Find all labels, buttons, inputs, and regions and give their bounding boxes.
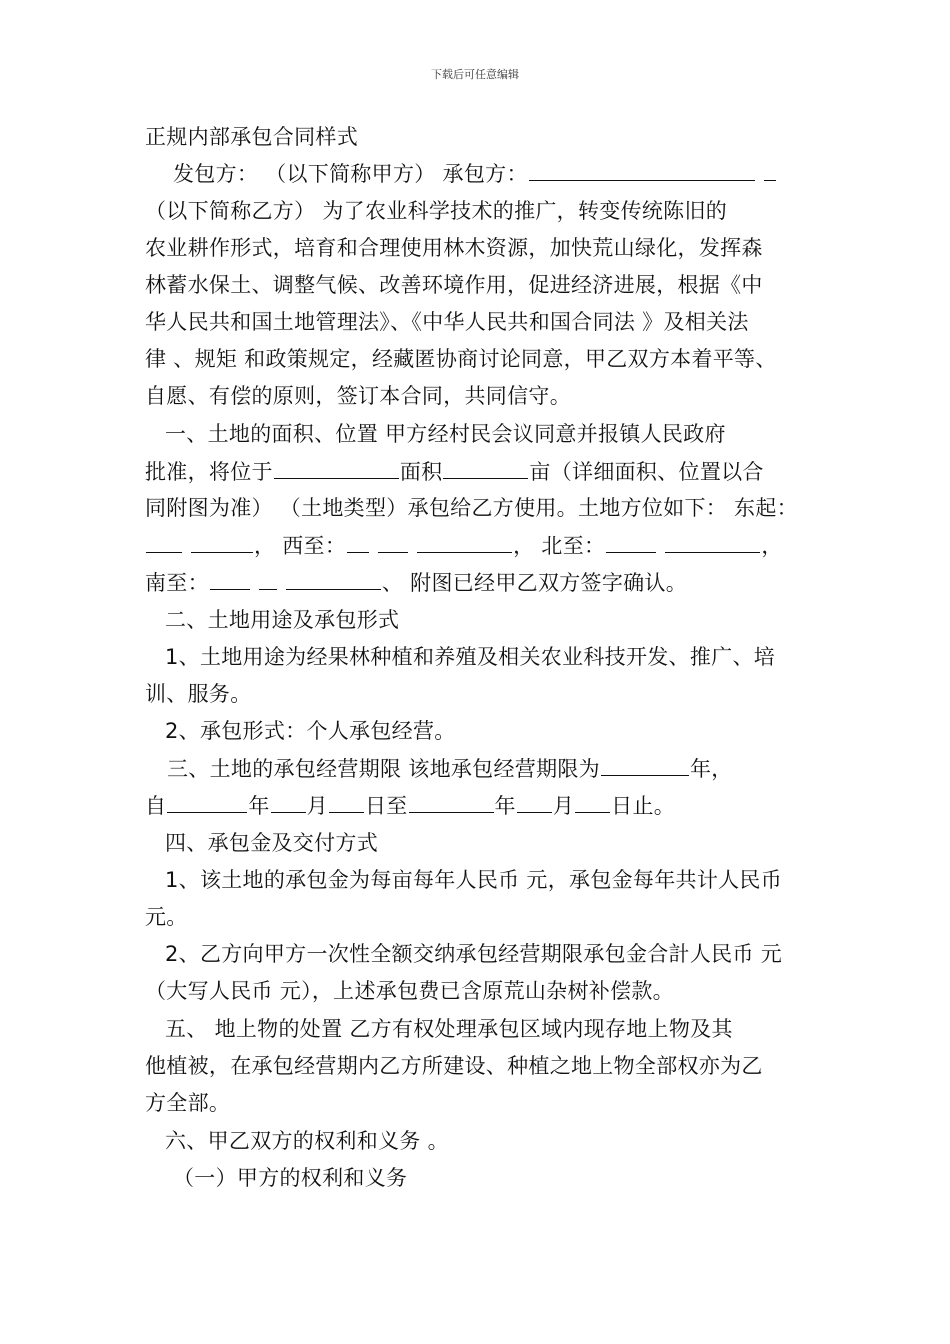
blank-fill-line xyxy=(347,532,369,553)
line-text: 方全部。 xyxy=(145,1091,231,1115)
blank-fill-line xyxy=(606,532,656,553)
line-text: 面积 xyxy=(399,460,443,484)
line-text xyxy=(370,534,377,558)
line-text: ， 西至： xyxy=(253,534,347,558)
paragraph-line xyxy=(165,830,835,856)
blank-fill-line xyxy=(146,532,182,553)
line-text: ， 北至： xyxy=(513,534,606,558)
paragraph-line xyxy=(165,718,835,744)
paragraph-line xyxy=(145,309,815,335)
paragraph-line xyxy=(173,1165,843,1191)
paragraph-line xyxy=(145,532,815,559)
blank-fill-line xyxy=(259,569,277,590)
line-text: 自愿、有偿的原则，签订本合同，共同信守。 xyxy=(145,384,571,408)
paragraph-line xyxy=(145,1090,815,1116)
blank-fill-line xyxy=(517,792,552,813)
paragraph-line xyxy=(145,569,815,596)
paragraph-line xyxy=(165,1016,835,1042)
paragraph-line xyxy=(145,383,815,409)
page-header: 下载后可任意编辑 xyxy=(431,68,519,81)
line-text: 元。 xyxy=(145,905,188,929)
blank-fill-line xyxy=(274,458,399,479)
line-text xyxy=(756,162,763,186)
blank-fill-line xyxy=(329,792,364,813)
blank-fill-line xyxy=(378,532,408,553)
paragraph-line xyxy=(145,235,815,261)
line-text: 发包方： （以下简称甲方） 承包方： xyxy=(173,162,528,186)
line-text: 1、土地用途为经果林种植和养殖及相关农业科技开发、推广、培 xyxy=(165,645,776,669)
line-text: ， xyxy=(761,534,783,558)
blank-fill-line xyxy=(286,569,381,590)
line-text: 华人民共和国土地管理法》、《中华人民共和国合同法 》及相关法 xyxy=(145,310,749,334)
line-text: 五、 地上物的处置 乙方有权处理承包区域内现存地上物及其 xyxy=(165,1017,733,1041)
line-text: 同附图为准） （土地类型）承包给乙方使用。土地方位如下： 东起： xyxy=(145,496,798,520)
blank-fill-line xyxy=(665,532,760,553)
line-text: 六、甲乙双方的权利和义务 。 xyxy=(165,1129,449,1153)
line-text: （一）甲方的权利和义务 xyxy=(173,1166,408,1190)
line-text: 、 附图已经甲乙双方签字确认。 xyxy=(381,571,688,595)
paragraph-line xyxy=(173,160,843,187)
line-text: 日止。 xyxy=(611,794,676,818)
line-text: 他植被，在承包经营期内乙方所建设、种植之地上物全部权亦为乙 xyxy=(145,1054,763,1078)
line-text: 亩（详细面积、位置以合 xyxy=(529,460,764,484)
line-text: 2、承包形式：个人承包经营。 xyxy=(165,719,456,743)
blank-fill-line xyxy=(191,532,253,553)
blank-fill-line xyxy=(210,569,250,590)
line-text: 林蓄水保土、调整气候、改善环境作用，促进经济进展，根据《中 xyxy=(145,273,763,297)
line-text: 二、土地用途及承包形式 xyxy=(165,608,400,632)
line-text: 2、乙方向甲方一次性全额交纳承包经营期限承包金合計人民币 元 xyxy=(165,942,783,966)
line-text: 日至 xyxy=(364,794,408,818)
blank-fill-line xyxy=(443,458,528,479)
paragraph-line xyxy=(145,681,815,707)
line-text: （以下简称乙方） 为了农业科学技术的推广，转变传统陈旧的 xyxy=(145,199,728,223)
paragraph-line xyxy=(145,792,815,819)
blank-fill-line xyxy=(764,160,776,181)
blank-fill-line xyxy=(409,792,494,813)
paragraph-line xyxy=(145,198,815,224)
line-text: 1、该土地的承包金为每亩每年人民币 元，承包金每年共计人民币 xyxy=(165,868,783,892)
paragraph-line xyxy=(165,1128,835,1154)
blank-fill-line xyxy=(601,755,689,776)
paragraph-line xyxy=(145,978,815,1004)
paragraph-line xyxy=(165,607,835,633)
line-text: 农业耕作形式，培育和合理使用林木资源，加快荒山绿化，发挥森 xyxy=(145,236,763,260)
line-text: 南至： xyxy=(145,571,209,595)
line-text: 训、服务。 xyxy=(145,682,252,706)
paragraph-line xyxy=(145,495,815,521)
line-text: 月 xyxy=(552,794,575,818)
paragraph-line xyxy=(145,272,815,298)
blank-fill-line xyxy=(529,160,755,181)
line-text: 一、土地的面积、位置 甲方经村民会议同意并报镇人民政府 xyxy=(165,422,726,446)
blank-fill-line xyxy=(575,792,610,813)
line-text xyxy=(251,571,258,595)
line-text xyxy=(657,534,664,558)
paragraph-line xyxy=(145,458,815,485)
line-text: 三、土地的承包经营期限 该地承包经营期限为 xyxy=(167,757,600,781)
line-text: 年 xyxy=(494,794,516,818)
document-title: 正规内部承包合同样式 xyxy=(145,125,358,149)
line-text: （大写人民币 元），上述承包费已含原荒山杂树补偿款。 xyxy=(145,979,674,1003)
line-text: 年 xyxy=(248,794,270,818)
paragraph-line xyxy=(145,904,815,930)
paragraph-line xyxy=(145,1053,815,1079)
line-text xyxy=(183,534,190,558)
line-text: 月 xyxy=(306,794,328,818)
blank-fill-line xyxy=(167,792,247,813)
blank-fill-line xyxy=(271,792,306,813)
line-text xyxy=(409,534,416,558)
line-text xyxy=(278,571,285,595)
paragraph-line xyxy=(165,644,835,670)
blank-fill-line xyxy=(417,532,512,553)
paragraph-line xyxy=(165,941,835,967)
paragraph-line xyxy=(167,755,837,782)
line-text: 年， xyxy=(689,757,733,781)
paragraph-line xyxy=(165,421,835,447)
line-text: 律 、规矩 和政策规定，经藏匿协商讨论同意，甲乙双方本着平等、 xyxy=(145,347,777,371)
line-text: 批准，将位于 xyxy=(145,460,273,484)
paragraph-line xyxy=(165,867,835,893)
line-text: 四、承包金及交付方式 xyxy=(165,831,378,855)
line-text: 自 xyxy=(145,794,167,818)
paragraph-line xyxy=(145,346,815,372)
